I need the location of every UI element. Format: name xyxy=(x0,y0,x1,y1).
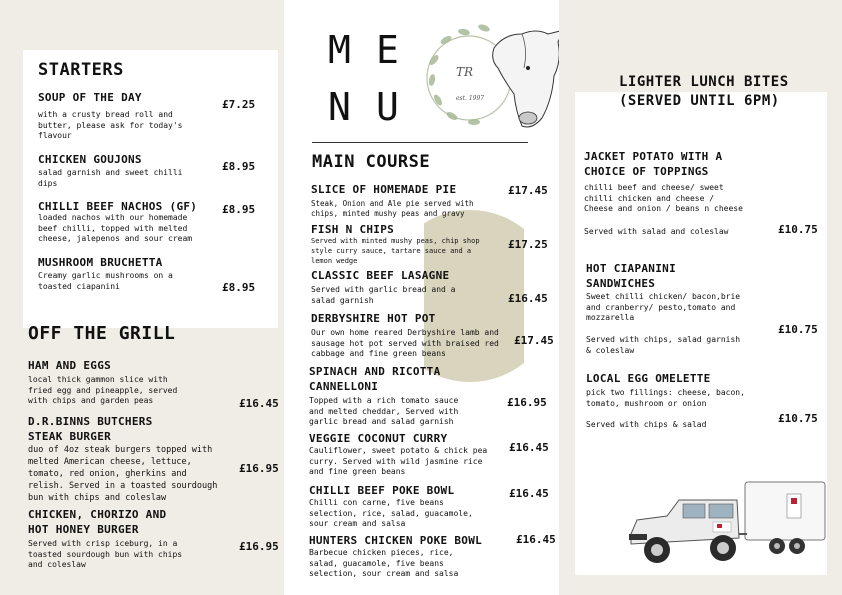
menu-letter: N xyxy=(328,85,351,129)
main-desc: Barbecue chicken pieces, rice, salad, guacamole, five beans selection, sour cream and salsa xyxy=(309,548,459,578)
truck-trailer-illustration xyxy=(627,472,827,577)
starter-price: £7.25 xyxy=(222,98,256,111)
lunch-name: HOT CIAPANINI SANDWICHES xyxy=(586,262,676,290)
main-price: £17.45 xyxy=(514,334,554,347)
grill-price: £16.95 xyxy=(239,462,279,475)
grill-desc: duo of 4oz steak burgers topped with melted American cheese, lettuce, tomato, red onion, gherkins and relish. Served in a toasted sourdough bun with chips and coleslaw xyxy=(28,445,218,503)
main-price: £16.45 xyxy=(516,533,556,546)
main-desc: Served with minted mushy peas, chip shop style curry sauce, tartare sauce and a lemon wedge xyxy=(311,237,480,265)
middle-column xyxy=(284,0,559,595)
grill-desc: local thick gammon slice with fried egg and pineapple, served with chips and garden peas xyxy=(28,375,178,405)
grill-name: HAM AND EGGS xyxy=(28,359,112,372)
main-name: HUNTERS CHICKEN POKE BOWL xyxy=(309,534,483,547)
starter-price: £8.95 xyxy=(222,160,256,173)
starter-desc: Creamy garlic mushrooms on a toasted ciapanini xyxy=(38,271,173,291)
lunch-note: Served with salad and coleslaw xyxy=(584,227,729,236)
starter-desc: loaded nachos with our homemade beef chilli, topped with melted cheese, jalepenos and sour cream xyxy=(38,213,193,243)
starter-name: CHILLI BEEF NACHOS (GF) xyxy=(38,200,198,213)
grill-name: CHICKEN, CHORIZO AND HOT HONEY BURGER xyxy=(28,508,167,536)
main-price: £17.25 xyxy=(508,238,548,251)
starter-desc: salad garnish and sweet chilli dips xyxy=(38,168,183,188)
main-desc: Served with garlic bread and a salad garnish xyxy=(311,285,456,305)
lunch-heading: LIGHTER LUNCH BITES (SERVED UNTIL 6PM) xyxy=(619,74,789,109)
main-price: £16.95 xyxy=(507,396,547,409)
lunch-name: JACKET POTATO WITH A CHOICE OF TOPPINGS xyxy=(584,150,723,178)
cow-wreath-icon xyxy=(424,20,574,135)
main-desc: Cauliflower, sweet potato & chick pea curry. Served with wild jasmine rice and fine green beans xyxy=(309,446,488,476)
truck-icon xyxy=(627,472,827,577)
main-price: £16.45 xyxy=(509,441,549,454)
lunch-price: £10.75 xyxy=(778,323,818,336)
menu-letter: E xyxy=(376,28,399,72)
main-price: £17.45 xyxy=(508,184,548,197)
lunch-desc: chilli beef and cheese/ sweet chilli chicken and cheese / Cheese and onion / beans n cheese xyxy=(584,183,743,213)
lunch-price: £10.75 xyxy=(778,223,818,236)
starter-name: MUSHROOM BRUCHETTA xyxy=(38,256,163,269)
grill-price: £16.95 xyxy=(239,540,279,553)
main-name: SPINACH AND RICOTTA CANNELLONI xyxy=(309,365,441,393)
lunch-name: LOCAL EGG OMELETTE xyxy=(586,372,711,385)
main-desc: Topped with a rich tomato sauce and melted cheddar, Served with garlic bread and salad garnish xyxy=(309,396,459,426)
main-desc: Our own home reared Derbyshire lamb and sausage hot pot served with braised red cabbage and fine green beans xyxy=(311,328,499,358)
grill-name: D.R.BINNS BUTCHERS STEAK BURGER xyxy=(28,415,153,443)
menu-letter: M xyxy=(328,28,351,72)
lunch-desc: pick two fillings: cheese, bacon, tomato, mushroom or onion xyxy=(586,388,745,408)
lunch-desc: Sweet chilli chicken/ bacon,brie and cranberry/ pesto,tomato and mozzarella xyxy=(586,292,741,322)
main-name: SLICE OF HOMEMADE PIE xyxy=(311,183,457,196)
grill-desc: Served with crisp iceburg, in a toasted sourdough bun with chips and coleslaw xyxy=(28,539,183,569)
divider xyxy=(312,142,528,143)
main-desc: Steak, Onion and Ale pie served with chips, minted mushy peas and gravy xyxy=(311,199,474,218)
left-column xyxy=(0,0,284,595)
starters-heading: STARTERS xyxy=(38,60,124,80)
starter-price: £8.95 xyxy=(222,281,256,294)
starter-price: £8.95 xyxy=(222,203,256,216)
main-name: DERBYSHIRE HOT POT xyxy=(311,312,436,325)
logo-monogram: TR xyxy=(456,65,474,79)
logo-est: est. 1997 xyxy=(456,95,485,102)
menu-letter: U xyxy=(376,85,399,129)
main-name: FISH N CHIPS xyxy=(311,223,395,236)
grill-price: £16.45 xyxy=(239,397,279,410)
starter-name: SOUP OF THE DAY xyxy=(38,91,142,104)
main-price: £16.45 xyxy=(509,487,549,500)
main-name: CLASSIC BEEF LASAGNE xyxy=(311,269,450,282)
lunch-note: Served with chips & salad xyxy=(586,420,707,429)
lunch-price: £10.75 xyxy=(778,412,818,425)
lunch-note: Served with chips, salad garnish & coleslaw xyxy=(586,335,741,355)
right-column xyxy=(559,0,842,595)
main-name: VEGGIE COCONUT CURRY xyxy=(309,432,448,445)
main-heading: MAIN COURSE xyxy=(312,152,431,172)
starter-desc: with a crusty bread roll and butter, please ask for today's flavour xyxy=(38,110,183,140)
main-price: £16.45 xyxy=(508,292,548,305)
main-desc: Chilli con carne, five beans selection, rice, salad, guacamole, sour cream and salsa xyxy=(309,498,473,528)
starter-name: CHICKEN GOUJONS xyxy=(38,153,142,166)
grill-heading: OFF THE GRILL xyxy=(28,323,176,344)
logo xyxy=(424,20,574,135)
main-name: CHILLI BEEF POKE BOWL xyxy=(309,484,455,497)
